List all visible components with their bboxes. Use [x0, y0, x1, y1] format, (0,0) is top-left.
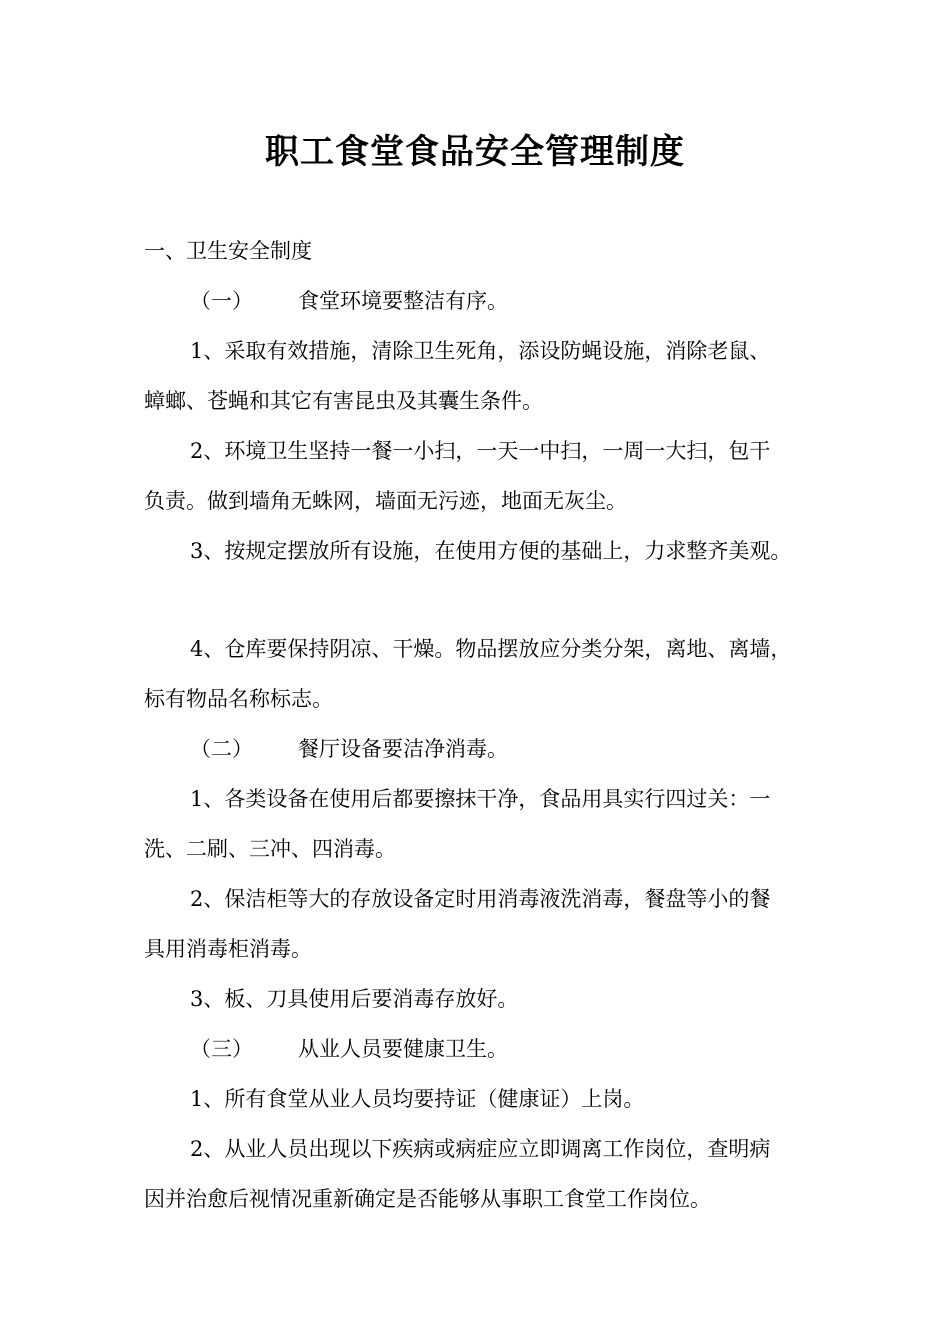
- paragraph-line: 1、所有食堂从业人员均要持证（健康证）上岗。: [190, 1087, 645, 1111]
- subsection-heading-3: [190, 1034, 508, 1064]
- document-title: 职工食堂食品安全管理制度: [265, 132, 685, 172]
- paragraph-line: 1、采取有效措施，清除卫生死角，添设防蝇设施，消除老鼠、: [190, 339, 771, 363]
- paragraph-line: 3、按规定摆放所有设施，在使用方便的基础上，力求整齐美观。: [190, 539, 792, 563]
- paragraph-line: 负责。做到墙角无蛛网，墙面无污迹，地面无灰尘。: [144, 489, 627, 513]
- paragraph-line: 标有物品名称标志。: [144, 687, 333, 711]
- paragraph-line: 蟑螂、苍蝇和其它有害昆虫及其囊生条件。: [144, 389, 543, 413]
- paragraph-line: 2、保洁柜等大的存放设备定时用消毒液洗消毒，餐盘等小的餐: [190, 887, 771, 911]
- subsection-number: （一）: [190, 289, 253, 313]
- subsection-number: （三）: [190, 1037, 253, 1061]
- paragraph-line: 1、各类设备在使用后都要擦抹干净，食品用具实行四过关：一: [190, 787, 771, 811]
- subsection-heading-1: [190, 286, 508, 316]
- subsection-heading-2: [190, 734, 508, 764]
- paragraph-line: 4、仓库要保持阴凉、干燥。物品摆放应分类分架，离地、离墙，: [190, 637, 792, 661]
- section-heading-hygiene: 一、卫生安全制度: [144, 239, 312, 263]
- paragraph-line: 因并治愈后视情况重新确定是否能够从事职工食堂工作岗位。: [144, 1187, 711, 1211]
- paragraph-line: 具用消毒柜消毒。: [144, 937, 312, 961]
- subsection-text: 从业人员要健康卫生。: [298, 1037, 508, 1061]
- paragraph-line: 3、板、刀具使用后要消毒存放好。: [190, 987, 519, 1011]
- paragraph-line: 2、环境卫生坚持一餐一小扫，一天一中扫，一周一大扫，包干: [190, 439, 771, 463]
- paragraph-line: 2、从业人员出现以下疾病或病症应立即调离工作岗位，查明病: [190, 1137, 771, 1161]
- subsection-text: 食堂环境要整洁有序。: [298, 289, 508, 313]
- subsection-number: （二）: [190, 737, 253, 761]
- subsection-text: 餐厅设备要洁净消毒。: [298, 737, 508, 761]
- paragraph-line: 洗、二刷、三冲、四消毒。: [144, 837, 396, 861]
